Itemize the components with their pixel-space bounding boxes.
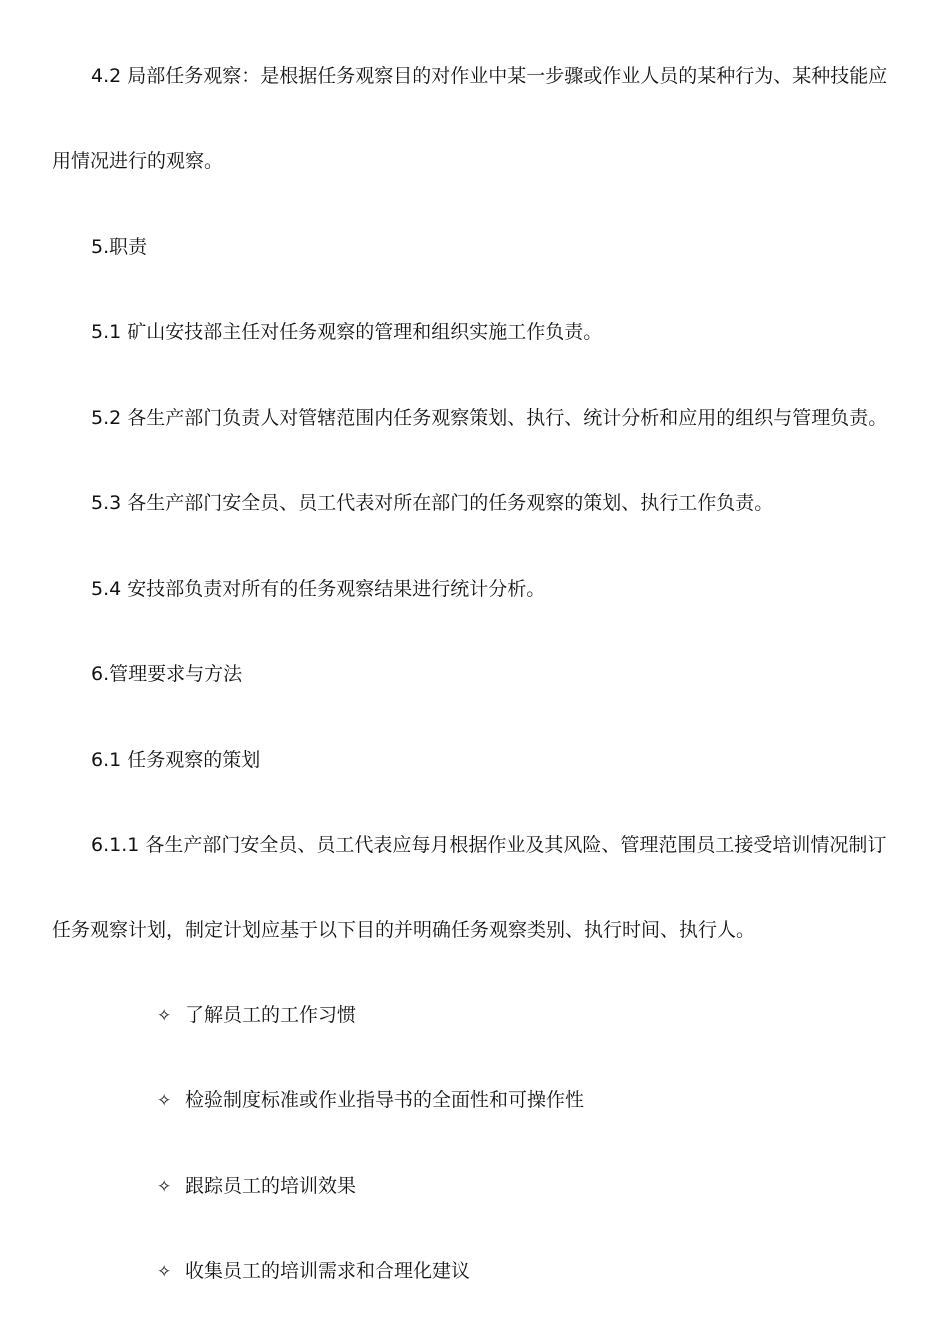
list-item-text: 检验制度标准或作业指导书的全面性和可操作性 — [185, 1089, 585, 1111]
section-6-1-heading: 6.1 任务观察的策划 — [91, 749, 261, 771]
list-item-text: 收集员工的培训需求和合理化建议 — [185, 1260, 471, 1282]
section-5-heading: 5.职责 — [91, 236, 148, 258]
paragraph-4-2-line-1: 4.2 局部任务观察：是根据任务观察目的对作业中某一步骤或作业人员的某种行为、某种技能应 — [91, 65, 888, 87]
paragraph-6-1-1-line-2: 任务观察计划，制定计划应基于以下目的并明确任务观察类别、执行时间、执行人。 — [52, 919, 756, 941]
paragraph-4-2-line-2: 用情况进行的观察。 — [52, 150, 224, 172]
list-item — [157, 1003, 356, 1028]
diamond-star-bullet-icon: ✧ — [157, 1177, 172, 1197]
paragraph-5-4: 5.4 安技部负责对所有的任务观察结果进行统计分析。 — [91, 578, 546, 600]
list-item-text: 跟踪员工的培训效果 — [185, 1175, 357, 1197]
paragraph-6-1-1-line-1: 6.1.1 各生产部门安全员、员工代表应每月根据作业及其风险、管理范围员工接受培训情况制订 — [91, 834, 887, 856]
section-6-heading: 6.管理要求与方法 — [91, 663, 243, 685]
diamond-star-bullet-icon: ✧ — [157, 1262, 172, 1282]
list-item — [157, 1259, 470, 1284]
list-item — [157, 1088, 584, 1113]
paragraph-5-2: 5.2 各生产部门负责人对管辖范围内任务观察策划、执行、统计分析和应用的组织与管理负责。 — [91, 407, 888, 429]
diamond-star-bullet-icon: ✧ — [157, 1091, 172, 1111]
diamond-star-bullet-icon: ✧ — [157, 1006, 172, 1026]
paragraph-5-1: 5.1 矿山安技部主任对任务观察的管理和组织实施工作负责。 — [91, 321, 603, 343]
list-item — [157, 1174, 356, 1199]
list-item-text: 了解员工的工作习惯 — [185, 1004, 357, 1026]
paragraph-5-3: 5.3 各生产部门安全员、员工代表对所在部门的任务观察的策划、执行工作负责。 — [91, 492, 774, 514]
